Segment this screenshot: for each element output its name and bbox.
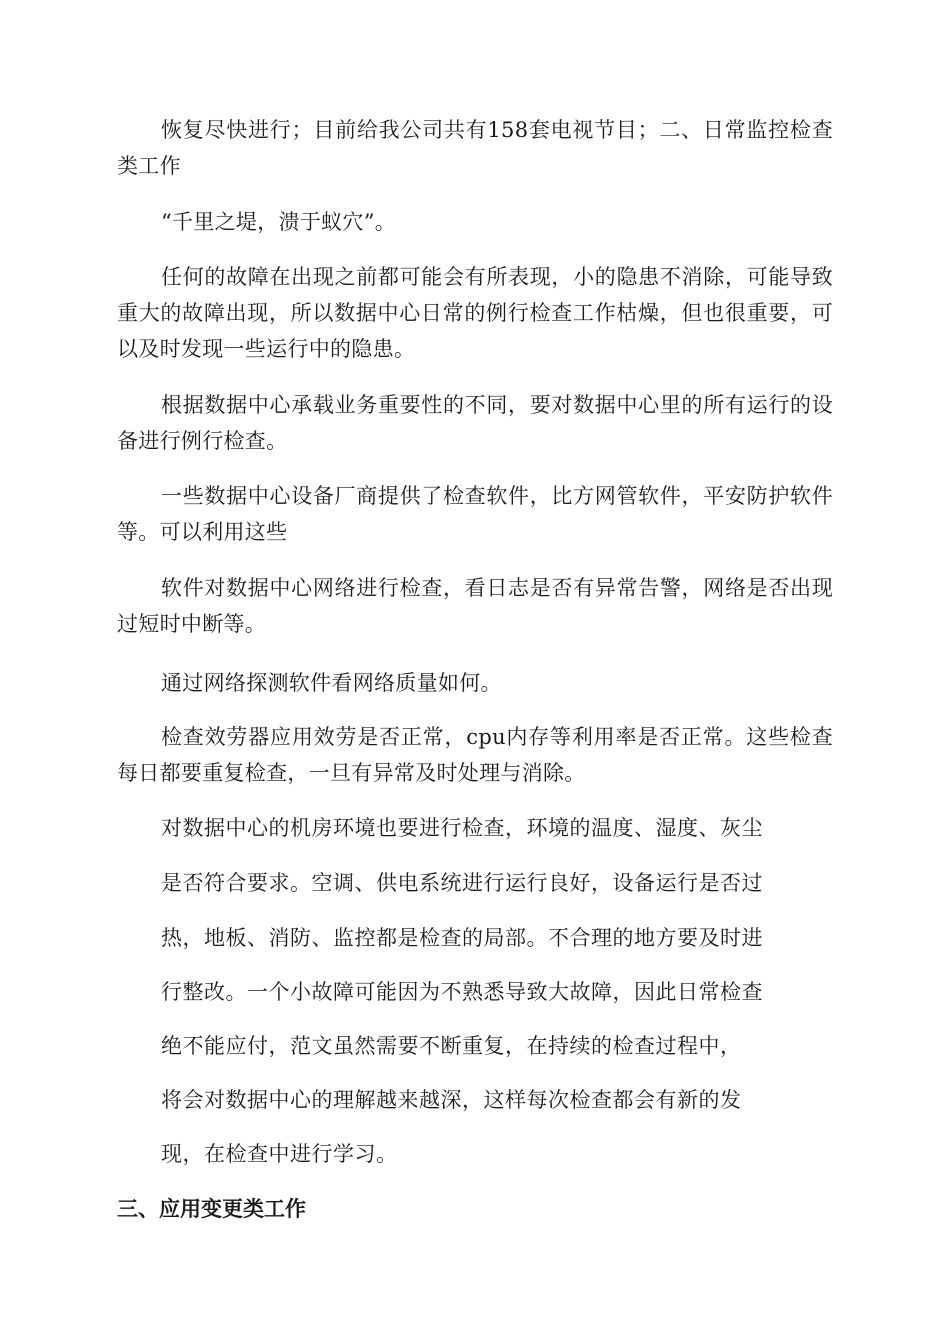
paragraph-7: 通过网络探测软件看网络质量如何。 xyxy=(161,671,502,695)
block-line-1: 对数据中心的机房环境也要进行检查，环境的温度、湿度、灰尘 xyxy=(161,816,763,840)
paragraph-1: 恢复尽快进行；目前给我公司共有158套电视节目；二、日常监控检查类工作 xyxy=(117,118,833,178)
paragraph-5: 一些数据中心设备厂商提供了检查软件，比方网管软件，平安防护软件等。可以利用这些 xyxy=(117,484,833,544)
paragraph-2: “千里之堤，溃于蚁穴”。 xyxy=(161,210,397,234)
paragraph-6: 软件对数据中心网络进行检查，看日志是否有异常告警，网络是否出现过短时中断等。 xyxy=(117,576,833,636)
block-line-4: 行整改。一个小故障可能因为不熟悉导致大故障，因此日常检查 xyxy=(161,980,763,1004)
paragraph-3: 任何的故障在出现之前都可能会有所表现，小的隐患不消除，可能导致重大的故障出现，所以数据中心日常的例行检查工作枯燥，但也很重要，可以及时发现一些运行中的隐患。 xyxy=(117,265,833,361)
block-line-6: 将会对数据中心的理解越来越深，这样每次检查都会有新的发 xyxy=(161,1088,742,1112)
paragraph-8: 检查效劳器应用效劳是否正常，cpu内存等利用率是否正常。这些检查每日都要重复检查，一旦有异常及时处理与消除。 xyxy=(117,725,833,785)
section-heading: 三、应用变更类工作 xyxy=(117,1197,306,1221)
paragraph-4: 根据数据中心承载业务重要性的不同，要对数据中心里的所有运行的设备进行例行检查。 xyxy=(117,393,833,453)
block-line-5: 绝不能应付，范文虽然需要不断重复，在持续的检查过程中， xyxy=(161,1034,742,1058)
block-line-2: 是否符合要求。空调、供电系统进行运行良好，设备运行是否过 xyxy=(161,871,763,895)
block-line-7: 现，在检查中进行学习。 xyxy=(161,1142,398,1166)
block-line-3: 热，地板、消防、监控都是检查的局部。不合理的地方要及时进 xyxy=(161,926,763,950)
